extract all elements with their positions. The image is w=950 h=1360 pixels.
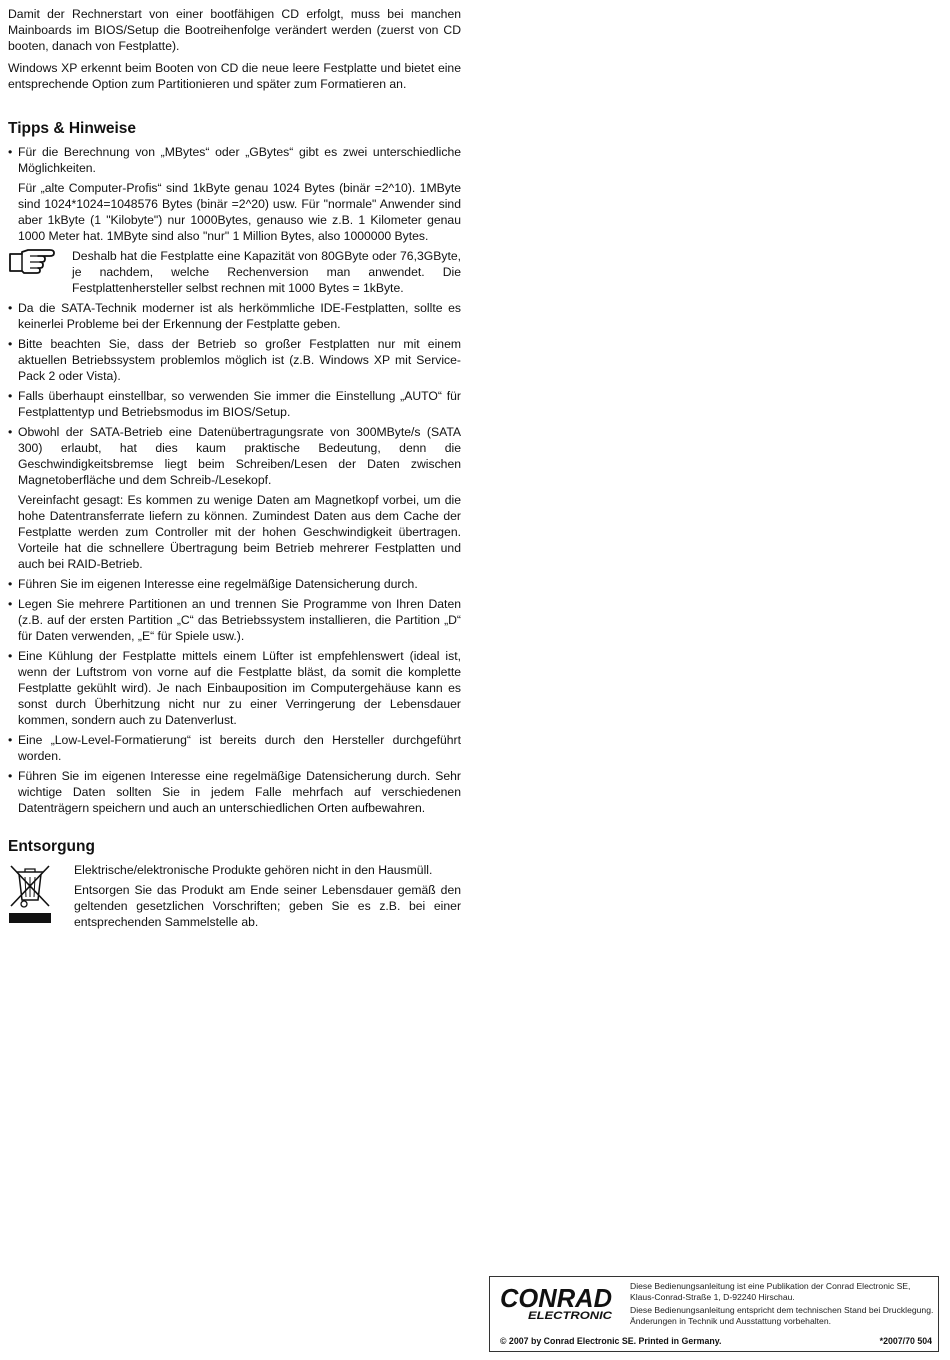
list-item bbox=[8, 596, 461, 644]
disposal-block bbox=[8, 862, 461, 934]
conrad-logo bbox=[498, 1283, 616, 1323]
copyright: © 2007 by Conrad Electronic SE. Printed in Germany. bbox=[500, 1336, 722, 1346]
tip-megabytes: • Für die Berechnung von „MBytes“ oder „GBytes“ gibt es zwei unterschiedliche Möglichkeiten. bbox=[18, 145, 461, 175]
document-code: *2007/70 504 bbox=[879, 1336, 932, 1346]
tip-backup-multiple: • Führen Sie im eigenen Interesse eine regelmäßige Datensicherung durch. Sehr wichtige Daten sollten Sie in jedem Falle mehrfach auf verschiedenen Datenträgern speichern und auch an unterschiedlichen Orten aufbewahren. bbox=[18, 769, 461, 815]
tipps-list bbox=[8, 144, 461, 244]
crossed-bin-icon bbox=[8, 862, 74, 934]
tip-megabytes-detail: Für „alte Computer-Profis“ sind 1kByte genau 1024 Bytes (binär =2^10). 1MByte sind 1024*1024=1048576 Bytes (binär =2^20) usw. Für "normale" Anwender sind aber 1kByte (1 "Kilobyte") nur 1000Bytes, genauso wie z.B. 1 Kilometer genau 1000 Meter hat. 1MByte sind also "nur" 1 Million Bytes, also 1000000 Bytes. bbox=[18, 181, 461, 243]
intro-paragraph-1: Damit der Rechnerstart von einer bootfähigen CD erfolgt, muss bei manchen Mainboards im BIOS/Setup die Bootreihenfolge verändert werden (zuerst von CD booten, danach von Festplatte). bbox=[8, 7, 461, 53]
list-item bbox=[8, 144, 461, 244]
logo-main-text: CONRAD bbox=[500, 1283, 613, 1313]
main-column bbox=[8, 6, 461, 934]
list-item bbox=[8, 768, 461, 816]
tip-partitions: • Legen Sie mehrere Partitionen an und trennen Sie Programme von Ihren Daten (z.B. auf der ersten Partition „C“ das Betriebssystem installieren, die Partition „D“ für Daten verwenden, „E“ für Spiele usw.). bbox=[18, 597, 461, 643]
tip-sata: • Da die SATA-Technik moderner ist als herkömmliche IDE-Festplatten, sollte es keinerlei Probleme bei der Erkennung der Festplatte geben. bbox=[18, 301, 461, 331]
note-block bbox=[8, 248, 461, 296]
entsorgung-heading: Entsorgung bbox=[8, 838, 95, 855]
tip-auto: • Falls überhaupt einstellbar, so verwenden Sie immer die Einstellung „AUTO“ für Festplattentyp und Betriebsmodus im BIOS/Setup. bbox=[18, 389, 461, 419]
list-item bbox=[8, 424, 461, 572]
tip-low-level: • Eine „Low-Level-Formatierung“ ist bereits durch den Hersteller durchgeführt worden. bbox=[18, 733, 461, 763]
imprint-box bbox=[489, 1276, 939, 1352]
disposal-paragraph-2: Entsorgen Sie das Produkt am Ende seiner Lebensdauer gemäß den geltenden gesetzlichen Vorschriften; geben Sie es z.B. bei einer entsprechenden Sammelstelle ab. bbox=[74, 883, 461, 929]
tip-os: • Bitte beachten Sie, dass der Betrieb so großer Festplatten nur mit einem aktuellen Betriebssystem problemlos möglich ist (z.B. Windows XP mit Service-Pack 2 oder Vista). bbox=[18, 337, 461, 383]
list-item bbox=[8, 576, 461, 592]
list-item bbox=[8, 300, 461, 332]
imprint-disclaimer: Diese Bedienungsanleitung entspricht dem technischen Stand bei Drucklegung. Änderungen in Technik und Ausstattung vorbehalten. bbox=[630, 1305, 934, 1326]
tipps-list-continued bbox=[8, 300, 461, 816]
tip-transfer-rate: • Obwohl der SATA-Betrieb eine Datenübertragungsrate von 300MByte/s (SATA 300) erlaubt, hat dies kaum praktische Bedeutung, denn die Geschwindigkeitsbremse liegt beim Schreiben/Lesen der Daten zwischen Magnetoberfläche und dem Schreib-/Lesekopf. bbox=[18, 425, 461, 487]
logo-sub-text: ELECTRONIC bbox=[528, 1310, 614, 1322]
list-item bbox=[8, 388, 461, 420]
tipps-heading: Tipps & Hinweise bbox=[8, 120, 137, 137]
list-item bbox=[8, 648, 461, 728]
intro-paragraph-2: Windows XP erkennt beim Booten von CD die neue leere Festplatte und bietet eine entsprechende Option zum Partitionieren und später zum Formatieren an. bbox=[8, 61, 461, 91]
tip-cooling: • Eine Kühlung der Festplatte mittels einem Lüfter ist empfehlenswert (ideal ist, wenn der Luftstrom von vorne auf die Festplatte bläst, da somit die komplette Festplatte gekühlt wird). Je nach Einbauposition im Computergehäuse kann es sonst durch Überhitzung nicht nur zu einer Verringerung der Lebensdauer kommen, sondern auch zu Datenverlust. bbox=[18, 649, 461, 727]
imprint-publisher: Diese Bedienungsanleitung ist eine Publikation der Conrad Electronic SE, Klaus-Conrad-Straße 1, D-92240 Hirschau. bbox=[630, 1281, 911, 1302]
imprint-text bbox=[630, 1281, 935, 1329]
tip-backup: • Führen Sie im eigenen Interesse eine regelmäßige Datensicherung durch. bbox=[18, 577, 418, 591]
tip-transfer-rate-detail: Vereinfacht gesagt: Es kommen zu wenige Daten am Magnetkopf vorbei, um die hohe Datentransferrate liefern zu können. Zumindest Daten aus dem Cache der Festplatte werden zum Controller mit der hohen Geschwindigkeit übertragen. Vorteile hat die schnellere Übertragung beim Betrieb mehrerer Festplatten und auch bei RAID-Betrieb. bbox=[18, 493, 461, 571]
disposal-paragraph-1: Elektrische/elektronische Produkte gehören nicht in den Hausmüll. bbox=[74, 863, 433, 877]
list-item bbox=[8, 732, 461, 764]
list-item bbox=[8, 336, 461, 384]
disposal-text bbox=[74, 862, 461, 934]
note-text: Deshalb hat die Festplatte eine Kapazität von 80GByte oder 76,3GByte, je nachdem, welche Rechenversion man anwendet. Die Festplattenhersteller selbst rechnen mit 1000 Bytes = 1kByte. bbox=[72, 249, 461, 295]
pointing-hand-icon bbox=[8, 248, 72, 296]
